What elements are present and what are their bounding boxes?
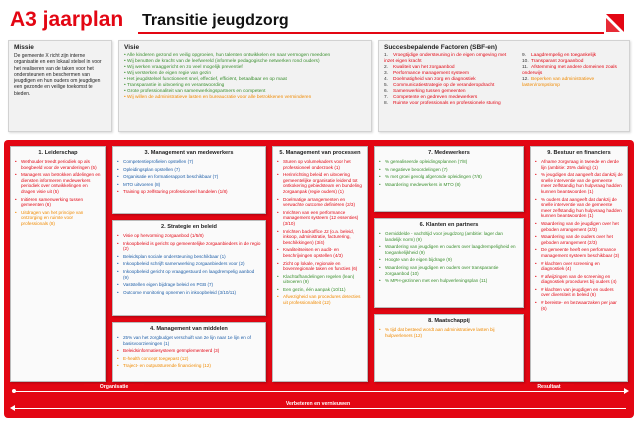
list-item: • Afwezigheid van procedures detecties uit professionaliteit (12)	[277, 294, 363, 305]
sbf-item	[384, 53, 514, 65]
list-item: • # afwijzingen van de screening en diagnostiek procedures bij ouders (4)	[535, 274, 623, 285]
arrow-right-icon	[624, 388, 629, 394]
card-list	[379, 159, 519, 187]
list-item: • Zicht op lokale, regionale en bovenregionale taken en functies (6)	[277, 261, 363, 272]
card-title: 8. Maatschappij	[428, 318, 470, 324]
sbf-number: 3.	[384, 71, 389, 76]
list-item: • Organisatie en formatierapport beschikbaar (7)	[117, 174, 261, 180]
list-item: • Opleidingsplan opstellen (7)	[117, 167, 261, 173]
visie-item: • Alle kinderen gezond en veilig opgroeien, hun talenten ontwikkelen en naar vermogen meedoen	[124, 53, 366, 59]
sbf-text: Performance management systeem	[393, 71, 469, 76]
sbf-text: Beperken van administratieve lasten/rompslomp	[522, 77, 595, 88]
sbf-text: Transparant zorgaanbod	[531, 59, 584, 64]
list-item: • Inkoopbeleid schrijft samenwerking zorgaanbieders voor (2)	[117, 261, 261, 267]
top-section	[8, 40, 630, 132]
list-item: • Wethouder treedt periodiek op als boegbeeld voor de veranderingen (5)	[15, 159, 101, 170]
list-item: • Klachtafhandelingen regelen (lean) uitvoeren (9)	[277, 274, 363, 285]
visie-box	[118, 40, 372, 132]
page-title: A3 jaarplan	[10, 8, 124, 31]
sbf-number: 7.	[384, 95, 389, 100]
sbf-number: 11.	[522, 65, 529, 70]
list-item: • Inkoopbeleid gericht op vraaggestuurd en laagdrempelig aanbod (9)	[117, 269, 261, 280]
card-list	[117, 159, 261, 195]
sbf-number: 9.	[522, 53, 527, 58]
list-item: • Visie op hervorming zorgaanbod (1/5/8)	[117, 233, 261, 239]
card-klanten-partners	[374, 218, 524, 308]
card-list	[535, 159, 623, 311]
list-item: • Sturen op volumekaders voor het professioneel onderzoek (1)	[277, 159, 363, 170]
card-title: 6. Klanten en partners	[419, 222, 479, 228]
list-item: • Vaststellen eigen bijdrage beleid en PGB (7)	[117, 282, 261, 288]
list-item: • % tijd dat besteed wordt aan administratieve lasten bij hulpverleners (12)	[379, 327, 519, 338]
card-maatschappij	[374, 314, 524, 382]
list-item: • # klachten van jeugdigen en ouders over diversiteit in beleid (6)	[535, 287, 623, 298]
list-item: • % negatieve beoordelingen (7)	[379, 167, 519, 173]
list-item: • Inrichten van een performance management systeem (12 essenties) (3/10)	[277, 210, 363, 227]
list-item: • Gemiddelde - vacht/tijd voor jeugdzorg (ambitie: lager dan landelijk norm) (9)	[379, 231, 519, 242]
card-list	[277, 159, 363, 306]
sbf-text: Afstemming met andere domeinen zoals onderwijs	[522, 65, 617, 76]
visie-item: • Het jeugdstelsel functioneert snel, effectief, efficiënt, betaalbaar en op maat	[124, 77, 366, 83]
missie-text: De gemeente X richt zijn interne organisatie en een lokaal stelsel in voor het realiseren van de taken voor het ondersteunen en beschermen van jeugdigen en hun ouders om jeugdigen een gezonde en veilige toekomst te bieden.	[14, 53, 102, 97]
card-title: 3. Management van medewerkers	[144, 150, 234, 156]
list-item: • Doelmatige arrangementen en verwachte outcome definiëren (2/3)	[277, 197, 363, 208]
list-item: • Beleidsplan sociale ondersteuning beschikbaar (1)	[117, 254, 261, 260]
card-medewerkers	[374, 146, 524, 212]
list-item: • % met groei gevolg afgeronde opleidingen (7/8)	[379, 174, 519, 180]
visie-item: • Grote professionaliteit van samenwerkingspartners en competent	[124, 89, 366, 95]
card-title: 4. Management van middelen	[150, 326, 228, 332]
card-title: 7. Medewerkers	[428, 150, 470, 156]
list-item: • Beleidsinformatiesysteem geïmplementeerd (3)	[117, 348, 261, 354]
card-management-middelen	[112, 322, 266, 382]
visie-list	[124, 53, 366, 101]
list-item: • Inkoopbeleid is gericht op gemeentelijke zorgaanbieders in de regio (2)	[117, 241, 261, 252]
sbf-text: Competente en gedreven medewerkers	[393, 95, 478, 100]
sbf-number: 1.	[384, 53, 389, 58]
card-list	[117, 233, 261, 295]
sbf-text: Communicatiestrategie op de veranderopdracht	[393, 83, 495, 88]
list-item: • 25% van het zorgbudget verschuift van 2e lijn naar 1e lijn en of basisvoorzieningen (1)	[117, 335, 261, 346]
card-list	[117, 335, 261, 369]
sbf-text: Vroegtijdige ondersteuning in de eigen omgeving met inzet eigen kracht	[384, 53, 507, 64]
sbf-item	[522, 77, 622, 89]
list-item: • % MPH-gezinnen met een hulpverleningsplan (11)	[379, 278, 519, 284]
sbf-text: Laagdrempelig en toegankelijk	[531, 53, 597, 58]
sbf-item	[522, 65, 622, 77]
sbf-number: 10.	[522, 59, 529, 64]
sbf-number: 6.	[384, 89, 389, 94]
visie-item: • Transparantie in uitvoering en verantwoording	[124, 83, 366, 89]
sbf-text: Kwaliteit van het zorgaanbod	[393, 65, 455, 70]
organisatie-label: Organisatie	[84, 384, 144, 390]
sbf-box	[378, 40, 630, 132]
sbf-number: 2.	[384, 65, 389, 70]
list-item: • Een gezin, één aanpak (10/11)	[277, 287, 363, 293]
list-item: • Initiëren samenwerking tussen gemeenten (6)	[15, 197, 101, 208]
sbf-number: 12.	[522, 77, 529, 82]
list-item: • Waardering van de jeugdigen over het geboden arrangement (2/3)	[535, 221, 623, 232]
list-item: • De gemeente heeft een performance management systeem beschikbaar (3)	[535, 247, 623, 258]
sbf-text: Ruimte voor professionals en professionele sturing	[393, 101, 501, 106]
card-bestuur-financiers	[530, 146, 628, 382]
card-management-medewerkers	[112, 146, 266, 214]
card-list	[379, 231, 519, 284]
sbf-number: 4.	[384, 77, 389, 82]
list-item: • Waardering medewerkers in MTO (8)	[379, 182, 519, 188]
list-item: • Competentieprofielen opstellen (7)	[117, 159, 261, 165]
card-title: 9. Bestuur en financiers	[547, 150, 611, 156]
top-arrow-line	[14, 391, 626, 392]
missie-heading: Missie	[14, 44, 34, 51]
sbf-heading: Succesbepalende Factoren (SBF-en)	[384, 44, 498, 51]
page-subtitle: Transitie jeugdzorg	[142, 12, 289, 29]
visie-item: • Wij benutten de kracht van de leefwereld (informele pedagogische netwerken rond ouders)	[124, 59, 366, 65]
arrow-left-icon	[10, 405, 15, 411]
sbf-list-2	[522, 53, 622, 107]
verbeteren-label: Verbeteren en vernieuwen	[266, 401, 370, 407]
list-item: • Hoogte van de eigen bijdrage (9)	[379, 257, 519, 263]
sbf-number: 8.	[384, 101, 389, 106]
list-item: • Managers van betrokken afdelingen en diensten informeren medewerkers periodiek over ontwikkelingen en dragen visie uit (5)	[15, 172, 101, 194]
list-item: • MTO uitvoeren (8)	[117, 182, 261, 188]
list-item: • # bereiste- en bezwaarzaken per jaar (6)	[535, 300, 623, 311]
list-item: • Training op zelfsturing professioneel handelen (1/8)	[117, 189, 261, 195]
list-item: • % ouders dat aangeeft dat dankzij de snelle interventie van de gemeente meer zelfstandig hun hulpvraag hadden kunnen beantwoorden (1)	[535, 197, 623, 219]
sbf-text: Doelmatigheid van zorg en diagnostiek	[393, 77, 476, 82]
red-triangle-logo-icon	[604, 12, 626, 34]
card-title: 2. Strategie en beleid	[161, 224, 217, 230]
list-item: • % jeugdigen dat aangeeft dat dankzij de snelle interventie van de gemeente meer zelfstandig hun hulpvraag hadden kunnen beantwoorden (1)	[535, 172, 623, 194]
visie-heading: Visie	[124, 44, 140, 51]
list-item: • Waardering van de ouders over het geboden arrangement (2/3)	[535, 234, 623, 245]
card-list	[15, 159, 101, 227]
a3-grid	[4, 140, 634, 418]
list-item: • Kwaliteitseisen en audit- en beschrijvingen opstellen (4/3)	[277, 247, 363, 258]
resultaat-label: Resultaat	[524, 384, 574, 390]
card-title: 5. Management van processen	[279, 150, 361, 156]
sbf-text: Samenwerking tussen gemeenten	[393, 89, 466, 94]
list-item: • Afname zorgvraag in tweede en derde lijn (ambitie: 25% daling) (1)	[535, 159, 623, 170]
list-item: • Traject- en outputsturende financiering (12)	[117, 363, 261, 369]
start-dot-icon	[12, 389, 16, 393]
card-management-processen	[272, 146, 368, 382]
card-title: 1. Leiderschap	[38, 150, 78, 156]
header	[6, 8, 632, 34]
list-item: • % gerealiseerde opleidingsplannen (7/8)	[379, 159, 519, 165]
card-list	[379, 327, 519, 338]
visie-item: • Wij werken vraaggericht en zo veel mogelijk preventief	[124, 65, 366, 71]
list-item: • Uitdragen van het principe van ontzorging en ruimte voor professionals (8)	[15, 210, 101, 227]
visie-item: • Wij versterken de eigen regie van gezin	[124, 71, 366, 77]
title-divider	[138, 32, 604, 34]
list-item: • Waardering van jeugdigen en ouders over transparantie zorgaanbod (10)	[379, 265, 519, 276]
list-item: • # klachten over screening en diagnostiek (4)	[535, 261, 623, 272]
list-item: • Outcome monitoring opnemen in inkoopbeleid (3/10/11)	[117, 290, 261, 296]
bottom-arrow-line	[14, 408, 626, 409]
list-item: • E-health concept toegepast (12)	[117, 356, 261, 362]
card-leiderschap	[10, 146, 106, 382]
sbf-item	[384, 101, 514, 107]
sbf-number: 5.	[384, 83, 389, 88]
list-item: • Waardering van jeugdigen en ouders over laagdrempeligheid en toegankelijkheid (9)	[379, 244, 519, 255]
card-strategie-beleid	[112, 220, 266, 316]
list-item: • Herinrichting beleid en uitvoering gemeentelijke organisatie leidend tot ontkokering gebiedsteam en bundeling zorgaanpak (regie ouders) (1)	[277, 172, 363, 194]
list-item: • Inrichten backoffice J2 (o.a. beleid, inkoop, administratie, facturering, beschikkingen) (3/4)	[277, 229, 363, 246]
visie-item: • Wij willen de administratieve lasten en bureaucratie voor alle betrokkenen verminderen	[124, 95, 366, 101]
sbf-list-1	[384, 53, 514, 107]
missie-box	[8, 40, 112, 132]
